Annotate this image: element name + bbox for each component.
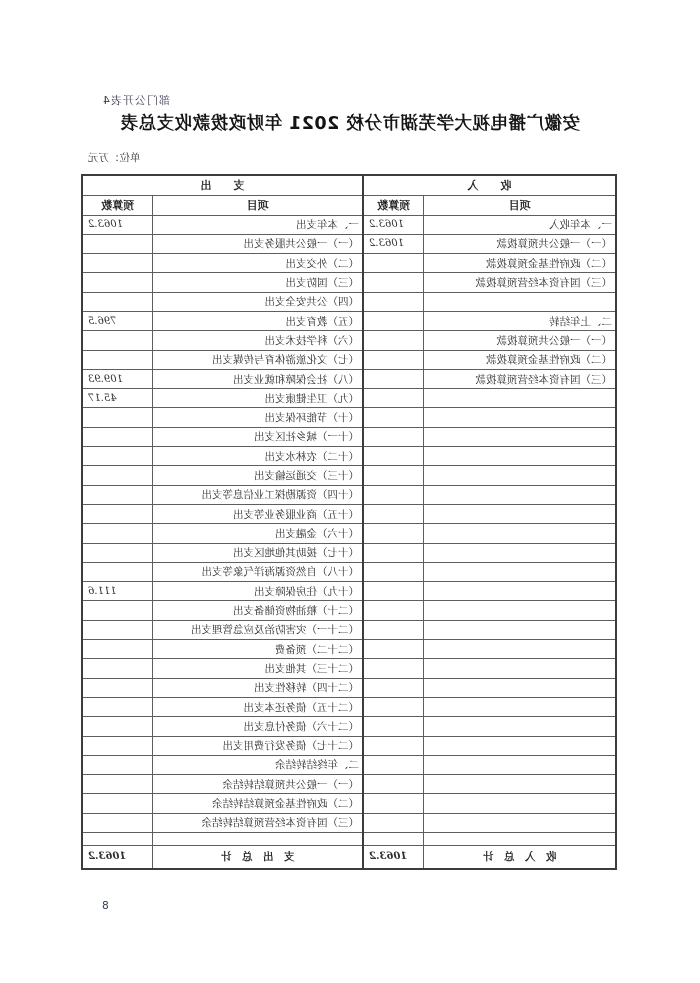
income-budget-cell xyxy=(363,697,424,716)
expenditure-item-header: 项目 xyxy=(153,195,363,215)
expenditure-budget-cell xyxy=(82,427,153,446)
income-budget-cell: 1063.2 xyxy=(363,846,424,869)
income-budget-cell xyxy=(363,254,424,273)
expenditure-item-cell: （八）社会保障和就业支出 xyxy=(153,369,363,388)
income-budget-header: 预算数 xyxy=(363,195,424,215)
expenditure-budget-cell xyxy=(82,350,153,369)
expenditure-budget-cell xyxy=(82,678,153,697)
income-budget-cell xyxy=(363,543,424,562)
expenditure-budget-cell xyxy=(82,775,153,794)
income-budget-cell xyxy=(363,659,424,678)
expenditure-budget-cell xyxy=(82,408,153,427)
income-budget-cell xyxy=(363,755,424,774)
table-row xyxy=(82,601,616,620)
expenditure-item-cell: （三）国防支出 xyxy=(153,273,363,292)
income-item-header: 项目 xyxy=(424,195,616,215)
expenditure-item-cell: （二十）粮油物资储备支出 xyxy=(153,601,363,620)
expenditure-budget-cell xyxy=(82,736,153,755)
table-row xyxy=(82,369,616,388)
income-budget-cell xyxy=(363,813,424,832)
table-row xyxy=(82,427,616,446)
table-row xyxy=(82,813,616,832)
income-item-cell: （一）一般公共预算拨款 xyxy=(424,331,616,350)
expenditure-item-cell: （十五）商业服务业等支出 xyxy=(153,504,363,523)
income-item-cell xyxy=(424,813,616,832)
income-budget-cell xyxy=(363,311,424,330)
doc-type-note: 部门公开表4 xyxy=(102,94,170,107)
expenditure-budget-cell: 111.6 xyxy=(82,582,153,601)
expenditure-item-cell: （一）一般公共服务支出 xyxy=(153,234,363,253)
income-item-cell xyxy=(424,678,616,697)
income-item-cell xyxy=(424,736,616,755)
expenditure-item-cell: （二十二）预备费 xyxy=(153,640,363,659)
income-budget-cell xyxy=(363,736,424,755)
expenditure-item-cell: （二十六）债务付息支出 xyxy=(153,717,363,736)
expenditure-item-cell: （七）文化旅游体育与传媒支出 xyxy=(153,350,363,369)
table-row xyxy=(82,846,616,869)
expenditure-item-cell: （二十四）转移性支出 xyxy=(153,678,363,697)
table-row xyxy=(82,775,616,794)
expenditure-budget-cell xyxy=(82,794,153,813)
expenditure-item-cell xyxy=(153,833,363,846)
table-row xyxy=(82,389,616,408)
income-item-cell xyxy=(424,485,616,504)
table-row xyxy=(82,273,616,292)
expenditure-budget-cell xyxy=(82,697,153,716)
expenditure-item-cell: （十六）金融支出 xyxy=(153,524,363,543)
expenditure-budget-cell: 1063.2 xyxy=(82,215,153,234)
income-item-cell xyxy=(424,389,616,408)
income-budget-cell xyxy=(363,775,424,794)
income-item-cell xyxy=(424,582,616,601)
expenditure-section-header: 支 出 xyxy=(82,175,363,195)
table-row xyxy=(82,234,616,253)
table-row xyxy=(82,447,616,466)
table-row xyxy=(82,697,616,716)
income-item-cell: （三）国有资本经营预算拨款 xyxy=(424,369,616,388)
expenditure-budget-cell xyxy=(82,254,153,273)
expenditure-budget-cell xyxy=(82,813,153,832)
income-budget-cell xyxy=(363,389,424,408)
income-item-cell xyxy=(424,833,616,846)
income-item-cell xyxy=(424,447,616,466)
expenditure-item-cell: （四）公共安全支出 xyxy=(153,292,363,311)
income-budget-cell xyxy=(363,678,424,697)
income-budget-cell xyxy=(363,485,424,504)
expenditure-budget-cell xyxy=(82,234,153,253)
table-row xyxy=(82,833,616,846)
expenditure-item-cell: （十七）援助其他地区支出 xyxy=(153,543,363,562)
expenditure-budget-cell xyxy=(82,640,153,659)
table-row xyxy=(82,311,616,330)
table-row xyxy=(82,620,616,639)
table-header xyxy=(82,175,616,215)
table-row xyxy=(82,543,616,562)
expenditure-budget-cell: 45.17 xyxy=(82,389,153,408)
expenditure-item-cell: （十二）农林水支出 xyxy=(153,447,363,466)
expenditure-budget-cell xyxy=(82,273,153,292)
income-item-cell: （二）政府性基金预算拨款 xyxy=(424,254,616,273)
table-row xyxy=(82,736,616,755)
income-budget-cell xyxy=(363,427,424,446)
income-item-cell xyxy=(424,292,616,311)
expenditure-budget-cell xyxy=(82,562,153,581)
income-budget-cell xyxy=(363,562,424,581)
expenditure-budget-cell xyxy=(82,466,153,485)
expenditure-item-cell: （二十一）灾害防治及应急管理支出 xyxy=(153,620,363,639)
page-number: 8 xyxy=(102,900,109,912)
expenditure-budget-cell xyxy=(82,524,153,543)
income-item-cell xyxy=(424,640,616,659)
income-item-cell xyxy=(424,659,616,678)
table-row xyxy=(82,485,616,504)
income-budget-cell xyxy=(363,620,424,639)
expenditure-budget-cell xyxy=(82,543,153,562)
income-item-cell xyxy=(424,794,616,813)
income-section-header: 收 入 xyxy=(363,175,616,195)
income-budget-cell xyxy=(363,273,424,292)
income-budget-cell xyxy=(363,640,424,659)
income-item-cell xyxy=(424,562,616,581)
expenditure-budget-cell xyxy=(82,504,153,523)
table-row xyxy=(82,215,616,234)
income-item-cell xyxy=(424,466,616,485)
income-budget-cell xyxy=(363,447,424,466)
income-budget-cell xyxy=(363,794,424,813)
income-item-cell xyxy=(424,504,616,523)
table-row xyxy=(82,755,616,774)
table-row xyxy=(82,524,616,543)
income-budget-cell xyxy=(363,292,424,311)
unit-note: 单位：万元 xyxy=(88,152,141,164)
income-budget-cell xyxy=(363,582,424,601)
expenditure-item-cell: 支 出 总 计 xyxy=(153,846,363,869)
expenditure-budget-cell xyxy=(82,717,153,736)
expenditure-budget-cell: 1063.2 xyxy=(82,846,153,869)
table-row xyxy=(82,678,616,697)
expenditure-item-cell: （十九）住房保障支出 xyxy=(153,582,363,601)
expenditure-item-cell: （一）一般公共预算结转结余 xyxy=(153,775,363,794)
income-item-cell xyxy=(424,717,616,736)
table-row xyxy=(82,582,616,601)
table-body xyxy=(82,215,616,869)
income-budget-cell xyxy=(363,601,424,620)
table-row xyxy=(82,717,616,736)
income-item-cell xyxy=(424,601,616,620)
expenditure-item-cell: （六）科学技术支出 xyxy=(153,331,363,350)
table-row xyxy=(82,466,616,485)
expenditure-budget-cell xyxy=(82,447,153,466)
expenditure-item-cell: （二十五）债务还本支出 xyxy=(153,697,363,716)
expenditure-budget-header: 预算数 xyxy=(82,195,153,215)
income-item-cell: 收 入 总 计 xyxy=(424,846,616,869)
expenditure-item-cell: （三）国有资本经营预算结转结余 xyxy=(153,813,363,832)
income-budget-cell xyxy=(363,524,424,543)
income-budget-cell: 1063.2 xyxy=(363,234,424,253)
income-budget-cell xyxy=(363,369,424,388)
budget-table xyxy=(81,174,617,870)
income-item-cell xyxy=(424,755,616,774)
income-item-cell: 一、本年收入 xyxy=(424,215,616,234)
expenditure-item-cell: （十三）交通运输支出 xyxy=(153,466,363,485)
expenditure-item-cell: （十一）城乡社区支出 xyxy=(153,427,363,446)
income-budget-cell xyxy=(363,833,424,846)
table-row xyxy=(82,504,616,523)
expenditure-budget-cell: 109.93 xyxy=(82,369,153,388)
table-row xyxy=(82,640,616,659)
expenditure-budget-cell xyxy=(82,833,153,846)
income-item-cell xyxy=(424,620,616,639)
expenditure-budget-cell xyxy=(82,601,153,620)
income-budget-cell xyxy=(363,408,424,427)
income-budget-cell xyxy=(363,504,424,523)
expenditure-budget-cell xyxy=(82,659,153,678)
table-row xyxy=(82,292,616,311)
income-item-cell xyxy=(424,427,616,446)
expenditure-item-cell: （十）节能环保支出 xyxy=(153,408,363,427)
table-row xyxy=(82,331,616,350)
expenditure-budget-cell: 796.5 xyxy=(82,311,153,330)
expenditure-budget-cell xyxy=(82,755,153,774)
table-row xyxy=(82,350,616,369)
income-item-cell xyxy=(424,775,616,794)
income-item-cell: 二、上年结转 xyxy=(424,311,616,330)
income-item-cell xyxy=(424,524,616,543)
expenditure-item-cell: （十八）自然资源海洋气象等支出 xyxy=(153,562,363,581)
expenditure-budget-cell xyxy=(82,292,153,311)
table-row xyxy=(82,794,616,813)
column-header-row xyxy=(82,195,616,215)
page-title: 安徽广播电视大学芜湖市分校 2021 年财政拨款收支总表 xyxy=(120,114,580,134)
income-item-cell xyxy=(424,408,616,427)
expenditure-budget-cell xyxy=(82,485,153,504)
income-budget-cell xyxy=(363,331,424,350)
table-row xyxy=(82,254,616,273)
expenditure-item-cell: 一、本年支出 xyxy=(153,215,363,234)
income-budget-cell xyxy=(363,350,424,369)
expenditure-budget-cell xyxy=(82,620,153,639)
income-item-cell: （一）一般公共预算拨款 xyxy=(424,234,616,253)
table-row xyxy=(82,659,616,678)
income-item-cell xyxy=(424,697,616,716)
income-budget-cell xyxy=(363,717,424,736)
expenditure-item-cell: （二十三）其他支出 xyxy=(153,659,363,678)
expenditure-item-cell: （十四）资源勘探工业信息等支出 xyxy=(153,485,363,504)
expenditure-item-cell: （二）外交支出 xyxy=(153,254,363,273)
expenditure-budget-cell xyxy=(82,331,153,350)
income-budget-cell xyxy=(363,466,424,485)
expenditure-item-cell: （五）教育支出 xyxy=(153,311,363,330)
expenditure-item-cell: （九）卫生健康支出 xyxy=(153,389,363,408)
table-row xyxy=(82,562,616,581)
expenditure-item-cell: （二十七）债务发行费用支出 xyxy=(153,736,363,755)
income-budget-cell: 1063.2 xyxy=(363,215,424,234)
expenditure-item-cell: （二）政府性基金预算结转结余 xyxy=(153,794,363,813)
income-item-cell: （三）国有资本经营预算拨款 xyxy=(424,273,616,292)
income-item-cell xyxy=(424,543,616,562)
income-item-cell: （二）政府性基金预算拨款 xyxy=(424,350,616,369)
expenditure-item-cell: 二、年终结转结余 xyxy=(153,755,363,774)
table-row xyxy=(82,408,616,427)
section-header-row xyxy=(82,175,616,195)
